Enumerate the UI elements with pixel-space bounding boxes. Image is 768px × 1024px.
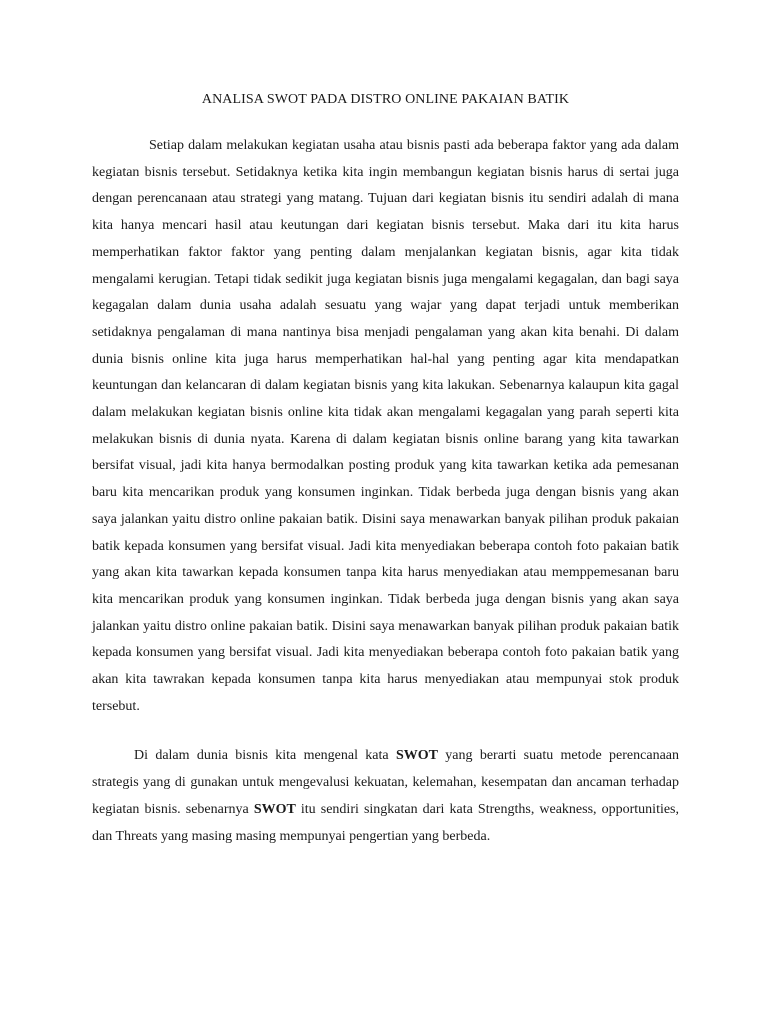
swot-bold-term-2: SWOT	[253, 801, 296, 817]
paragraph-swot	[92, 743, 679, 850]
paragraph-intro: Setiap dalam melakukan kegiatan usaha atau bisnis pasti ada beberapa faktor yang ada dalam kegiatan bisnis tersebut. Setidaknya ketika kita ingin membangun kegiatan bisnis harus di sertai juga dengan perencanaan atau strategi yang matang. Tujuan dari kegiatan bisnis itu sendiri adalah di mana kita hanya mencari hasil atau keutungan dari kegiatan bisnis tersebut. Maka dari itu kita harus memperhatikan faktor faktor yang penting dalam menjalankan kegiatan bisnis, agar kita tidak mengalami kerugian. Tetapi tidak sedikit juga kegiatan bisnis juga mengalami kegagalan, dan bagi saya kegagalan dalam dunia usaha adalah sesuatu yang wajar yang dapat terjadi untuk memberikan setidaknya pengalaman di mana nantinya bisa menjadi pengalaman yang akan kita benahi. Di dalam dunia bisnis online kita juga harus memperhatikan hal-hal yang penting agar kita mendapatkan keuntungan dan kelancaran di dalam kegiatan bisnis yang kita lakukan. Sebenarnya kalaupun kita gagal dalam melakukan kegiatan bisnis online kita tidak akan mengalami kegagalan yang parah seperti kita melakukan bisnis di dunia nyata. Karena di dalam kegiatan bisnis online barang yang kita tawarkan bersifat visual, jadi kita hanya bermodalkan posting produk yang kita tawarkan ketika ada pemesanan baru kita mencarikan produk yang konsumen inginkan. Tidak berbeda juga dengan bisnis yang akan saya jalankan yaitu distro online pakaian batik. Disini saya menawarkan banyak pilihan produk pakaian batik kepada konsumen yang bersifat visual. Jadi kita menyediakan beberapa contoh foto pakaian batik yang akan kita tawarkan kepada konsumen tanpa kita harus menyediakan atau memppemesanan baru kita mencarikan produk yang konsumen inginkan. Tidak berbeda juga dengan bisnis yang akan saya jalankan yaitu distro online pakaian batik. Disini saya menawarkan banyak pilihan produk pakaian batik kepada konsumen yang bersifat visual. Jadi kita menyediakan beberapa contoh foto pakaian batik yang akan kita tawrakan kepada konsumen tanpa kita harus menyediakan atau mempunyai stok produk tersebut.	[92, 138, 679, 714]
document-title: ANALISA SWOT PADA DISTRO ONLINE PAKAIAN BATIK	[201, 92, 570, 107]
swot-bold-term-1: SWOT	[395, 748, 438, 764]
paragraph-swot-text-2: yang berarti suatu metode perencanaan strategis yang di gunakan untuk mengevalusi kekuatan, kelemahan, kesempatan dan ancaman terhadap kegiatan bisnis. sebenarnya	[92, 748, 680, 817]
document-page	[92, 88, 679, 850]
paragraph-swot-text-1: Di dalam dunia bisnis kita mengenal kata	[134, 748, 396, 764]
paragraph-swot-text-3: itu sendiri singkatan dari kata Strengths, weakness, opportunities, dan Threats yang masing masing mempunyai pengertian yang berbeda.	[92, 801, 680, 844]
